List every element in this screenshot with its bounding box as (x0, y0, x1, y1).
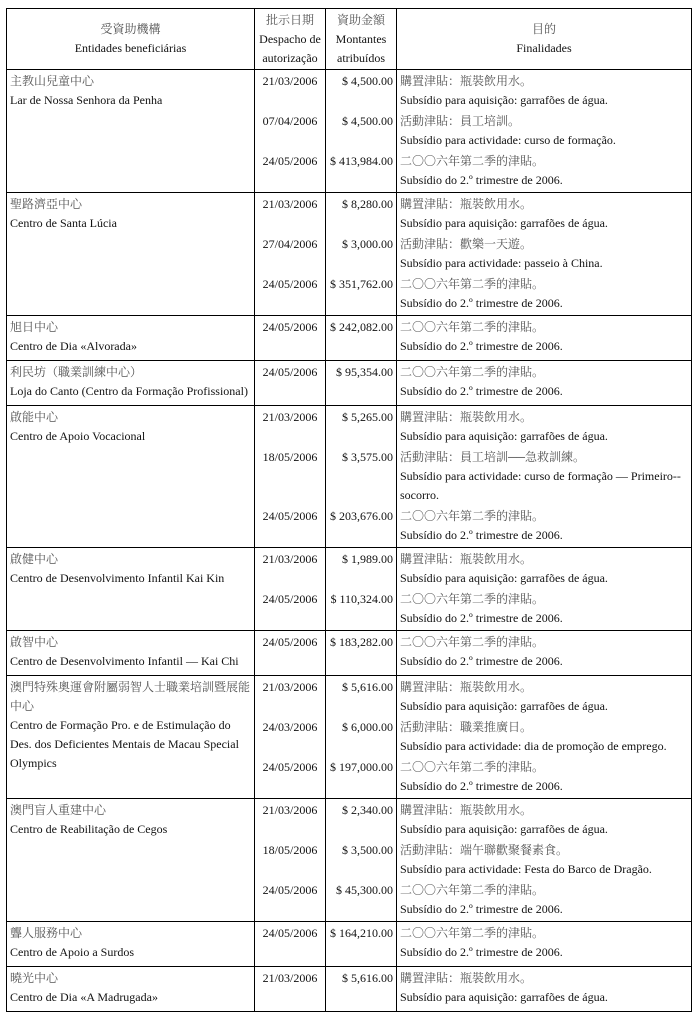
purpose-zh: 購置津貼：瓶裝飲用水。 (400, 410, 533, 424)
purpose-pt: Subsídio para actividade: Festa do Barco de Dragão. (400, 862, 652, 876)
grant-purpose (396, 922, 691, 963)
grant-date: 21/03/2006 (254, 70, 325, 110)
purpose-pt: Subsídio do 2.º trimestre de 2006. (400, 296, 563, 310)
table-row (7, 193, 691, 316)
table-row (7, 361, 691, 406)
entity-name-pt: Centro de Apoio a Surdos (10, 945, 134, 959)
entity-cell (7, 967, 254, 1011)
grant-amount: $ 203,676.00 (325, 505, 396, 545)
grant-date: 24/05/2006 (254, 756, 325, 796)
grant-amount: $ 3,575.00 (325, 446, 396, 505)
purpose-pt: Subsídio para actividade: dia de promoção de emprego. (400, 739, 667, 753)
column-filler (325, 1008, 396, 1011)
table-header (7, 9, 691, 70)
purpose-zh: 二〇〇六年第二季的津貼。 (400, 509, 545, 523)
column-filler (325, 190, 396, 192)
header-date (254, 9, 325, 69)
grant-date: 21/03/2006 (254, 406, 325, 446)
header-date-zh: 批示日期 (265, 12, 314, 27)
grant-date: 21/03/2006 (254, 799, 325, 839)
grant-amount: $ 4,500.00 (325, 110, 396, 150)
column-filler (325, 672, 396, 675)
entity-name-pt: Centro de Formação Pro. e de Estimulação do Des. dos Deficientes Mentais de Macau Special Olympics (10, 718, 239, 770)
column-filler (325, 796, 396, 798)
grant-amount: $ 5,616.00 (325, 967, 396, 1008)
grant-purpose (396, 548, 691, 588)
grant-date: 24/05/2006 (254, 588, 325, 628)
grant-purpose (396, 716, 691, 756)
table-row (7, 406, 691, 548)
grant-purpose (396, 406, 691, 446)
grant-amount: $ 197,000.00 (325, 756, 396, 796)
header-amount-pt: Montantes (335, 31, 387, 46)
entity-name-pt: Centro de Dia «Alvorada» (10, 339, 137, 353)
entity-cell (7, 548, 254, 630)
purpose-pt: Subsídio para actividade: curso de formação — Primeiro--socorro. (400, 469, 681, 502)
column-filler (254, 963, 325, 966)
grant-purpose (396, 588, 691, 628)
table-row (7, 922, 691, 967)
entity-name-pt: Loja do Canto (Centro da Formação Profissional) (10, 384, 248, 398)
grant-purpose (396, 879, 691, 919)
grant-date: 07/04/2006 (254, 110, 325, 150)
entity-cell (7, 676, 254, 798)
column-filler (325, 313, 396, 315)
entity-name-zh: 聾人服務中心 (10, 926, 83, 940)
grant-date: 18/05/2006 (254, 839, 325, 879)
column-filler (396, 796, 691, 798)
grant-purpose (396, 193, 691, 233)
header-amount-zh: 資助金額 (336, 12, 385, 27)
purpose-zh: 二〇〇六年第二季的津貼。 (400, 926, 545, 940)
table-body (7, 70, 691, 1012)
grant-date: 24/05/2006 (254, 150, 325, 190)
grant-amount: $ 3,500.00 (325, 839, 396, 879)
column-filler (325, 919, 396, 921)
entity-name-zh: 啟智中心 (10, 635, 59, 649)
purpose-pt: Subsídio para aquisição: garrafões de água. (400, 93, 608, 107)
grant-purpose (396, 505, 691, 545)
grant-purpose (396, 756, 691, 796)
column-filler (325, 402, 396, 405)
table-row (7, 799, 691, 922)
entity-cell (7, 631, 254, 675)
column-filler (254, 919, 325, 921)
grant-purpose (396, 676, 691, 716)
column-filler (396, 672, 691, 675)
purpose-pt: Subsídio do 2.º trimestre de 2006. (400, 654, 563, 668)
header-date-pt: Despacho de (259, 31, 321, 46)
header-entity-pt: Entidades beneficiárias (74, 41, 187, 55)
grant-purpose (396, 799, 691, 839)
purpose-pt: Subsídio do 2.º trimestre de 2006. (400, 779, 563, 793)
purpose-pt: Subsídio para aquisição: garrafões de água. (400, 216, 608, 230)
grant-date: 24/05/2006 (254, 922, 325, 963)
purpose-pt: Subsídio do 2.º trimestre de 2006. (400, 384, 563, 398)
grant-date: 21/03/2006 (254, 676, 325, 716)
purpose-pt: Subsídio do 2.º trimestre de 2006. (400, 173, 563, 187)
column-filler (396, 190, 691, 192)
entity-name-zh: 澳門盲人重建中心 (10, 803, 107, 817)
purpose-zh: 活動津貼：職業推廣日。 (400, 720, 533, 734)
purpose-zh: 二〇〇六年第二季的津貼。 (400, 883, 545, 897)
entity-name-pt: Lar de Nossa Senhora da Penha (10, 93, 163, 107)
purpose-zh: 活動津貼：歡樂一天遊。 (400, 237, 533, 251)
column-filler (325, 357, 396, 360)
header-amount-pt: atribuídos (337, 50, 385, 65)
purpose-zh: 購置津貼：瓶裝飲用水。 (400, 552, 533, 566)
purpose-zh: 活動津貼：端午聯歡聚餐素食。 (400, 843, 569, 857)
column-filler (254, 190, 325, 192)
entity-cell (7, 361, 254, 405)
purpose-pt: Subsídio para aquisição: garrafões de água. (400, 990, 608, 1004)
grant-purpose (396, 361, 691, 402)
grant-amount: $ 110,324.00 (325, 588, 396, 628)
purpose-zh: 購置津貼：瓶裝飲用水。 (400, 803, 533, 817)
column-filler (396, 357, 691, 360)
grant-amount: $ 183,282.00 (325, 631, 396, 672)
subsidy-table (6, 8, 692, 1012)
column-filler (254, 672, 325, 675)
column-filler (254, 545, 325, 547)
grant-purpose (396, 446, 691, 505)
entity-name-zh: 曉光中心 (10, 971, 59, 985)
grant-amount: $ 2,340.00 (325, 799, 396, 839)
column-filler (396, 402, 691, 405)
grant-date: 24/05/2006 (254, 316, 325, 357)
grant-purpose (396, 110, 691, 150)
grant-purpose (396, 70, 691, 110)
entity-name-zh: 旭日中心 (10, 320, 59, 334)
column-filler (396, 919, 691, 921)
grant-amount: $ 95,354.00 (325, 361, 396, 402)
entity-name-pt: Centro de Reabilitação de Cegos (10, 822, 168, 836)
table-row (7, 676, 691, 799)
purpose-pt: Subsídio para aquisição: garrafões de água. (400, 429, 608, 443)
header-entity-zh: 受資助機構 (100, 22, 161, 36)
header-purpose (396, 9, 691, 69)
header-purpose-zh: 目的 (531, 22, 556, 36)
header-purpose-pt: Finalidades (516, 41, 572, 55)
grant-purpose (396, 316, 691, 357)
grant-purpose (396, 233, 691, 273)
entity-name-pt: Centro de Santa Lúcia (10, 216, 117, 230)
grant-amount: $ 413,984.00 (325, 150, 396, 190)
grant-amount: $ 4,500.00 (325, 70, 396, 110)
table-row (7, 548, 691, 631)
purpose-zh: 二〇〇六年第二季的津貼。 (400, 365, 545, 379)
grant-date: 24/05/2006 (254, 879, 325, 919)
purpose-zh: 購置津貼：瓶裝飲用水。 (400, 971, 533, 985)
grant-purpose (396, 967, 691, 1008)
column-filler (396, 1008, 691, 1011)
grant-amount: $ 1,989.00 (325, 548, 396, 588)
grant-date: 21/03/2006 (254, 548, 325, 588)
column-filler (396, 628, 691, 630)
grant-purpose (396, 273, 691, 313)
grant-date: 24/05/2006 (254, 361, 325, 402)
table-row (7, 316, 691, 361)
column-filler (254, 796, 325, 798)
purpose-pt: Subsídio para actividade: curso de formação. (400, 133, 616, 147)
grant-amount: $ 45,300.00 (325, 879, 396, 919)
column-filler (254, 357, 325, 360)
grant-purpose (396, 631, 691, 672)
entity-cell (7, 316, 254, 360)
column-filler (254, 402, 325, 405)
header-entity (7, 9, 254, 69)
purpose-zh: 二〇〇六年第二季的津貼。 (400, 592, 545, 606)
purpose-pt: Subsídio do 2.º trimestre de 2006. (400, 611, 563, 625)
entity-cell (7, 922, 254, 966)
purpose-zh: 購置津貼：瓶裝飲用水。 (400, 197, 533, 211)
purpose-zh: 二〇〇六年第二季的津貼。 (400, 635, 545, 649)
grant-purpose (396, 150, 691, 190)
grant-amount: $ 5,616.00 (325, 676, 396, 716)
purpose-pt: Subsídio do 2.º trimestre de 2006. (400, 945, 563, 959)
entity-cell (7, 193, 254, 315)
entity-name-pt: Centro de Apoio Vocacional (10, 429, 146, 443)
entity-name-zh: 澳門特殊奧運會附屬弱智人士職業培訓暨展能中心 (10, 680, 251, 713)
column-filler (396, 545, 691, 547)
purpose-zh: 二〇〇六年第二季的津貼。 (400, 760, 545, 774)
entity-cell (7, 799, 254, 921)
column-filler (396, 963, 691, 966)
purpose-zh: 二〇〇六年第二季的津貼。 (400, 277, 545, 291)
column-filler (254, 1008, 325, 1011)
column-filler (325, 628, 396, 630)
purpose-zh: 二〇〇六年第二季的津貼。 (400, 154, 545, 168)
purpose-zh: 二〇〇六年第二季的津貼。 (400, 320, 545, 334)
header-amount (325, 9, 396, 69)
purpose-pt: Subsídio para actividade: passeio à China. (400, 256, 603, 270)
purpose-pt: Subsídio do 2.º trimestre de 2006. (400, 528, 563, 542)
table-row (7, 967, 691, 1012)
column-filler (254, 628, 325, 630)
entity-name-pt: Centro de Desenvolvimento Infantil Kai Kin (10, 571, 225, 585)
column-filler (325, 963, 396, 966)
purpose-zh: 活動津貼：員工培訓。 (400, 114, 521, 128)
grant-amount: $ 3,000.00 (325, 233, 396, 273)
grant-purpose (396, 839, 691, 879)
column-filler (254, 313, 325, 315)
entity-cell (7, 70, 254, 192)
grant-date: 24/03/2006 (254, 716, 325, 756)
purpose-pt: Subsídio do 2.º trimestre de 2006. (400, 339, 563, 353)
entity-name-zh: 啟健中心 (10, 552, 59, 566)
grant-amount: $ 5,265.00 (325, 406, 396, 446)
purpose-pt: Subsídio do 2.º trimestre de 2006. (400, 902, 563, 916)
entity-name-zh: 主教山兒童中心 (10, 74, 95, 88)
purpose-pt: Subsídio para aquisição: garrafões de água. (400, 699, 608, 713)
grant-date: 24/05/2006 (254, 273, 325, 313)
purpose-zh: 購置津貼：瓶裝飲用水。 (400, 74, 533, 88)
grant-date: 27/04/2006 (254, 233, 325, 273)
grant-date: 18/05/2006 (254, 446, 325, 505)
column-filler (325, 545, 396, 547)
table-row (7, 70, 691, 193)
purpose-pt: Subsídio para aquisição: garrafões de água. (400, 571, 608, 585)
entity-cell (7, 406, 254, 547)
column-filler (396, 313, 691, 315)
grant-amount: $ 351,762.00 (325, 273, 396, 313)
grant-amount: $ 8,280.00 (325, 193, 396, 233)
entity-name-zh: 啟能中心 (10, 410, 59, 424)
grant-amount: $ 164,210.00 (325, 922, 396, 963)
purpose-zh: 購置津貼：瓶裝飲用水。 (400, 680, 533, 694)
purpose-zh: 活動津貼：員工培訓──急救訓練。 (400, 450, 586, 464)
purpose-pt: Subsídio para aquisição: garrafões de água. (400, 822, 608, 836)
header-date-pt: autorização (262, 50, 318, 65)
entity-name-zh: 利民坊（職業訓練中心） (10, 365, 143, 379)
table-row (7, 631, 691, 676)
entity-name-pt: Centro de Dia «A Madrugada» (10, 990, 158, 1004)
grant-date: 24/05/2006 (254, 505, 325, 545)
grant-date: 21/03/2006 (254, 967, 325, 1008)
entity-name-pt: Centro de Desenvolvimento Infantil — Kai Chi (10, 654, 239, 668)
entity-name-zh: 聖路濟亞中心 (10, 197, 83, 211)
grant-date: 21/03/2006 (254, 193, 325, 233)
grant-amount: $ 6,000.00 (325, 716, 396, 756)
grant-amount: $ 242,082.00 (325, 316, 396, 357)
grant-date: 24/05/2006 (254, 631, 325, 672)
